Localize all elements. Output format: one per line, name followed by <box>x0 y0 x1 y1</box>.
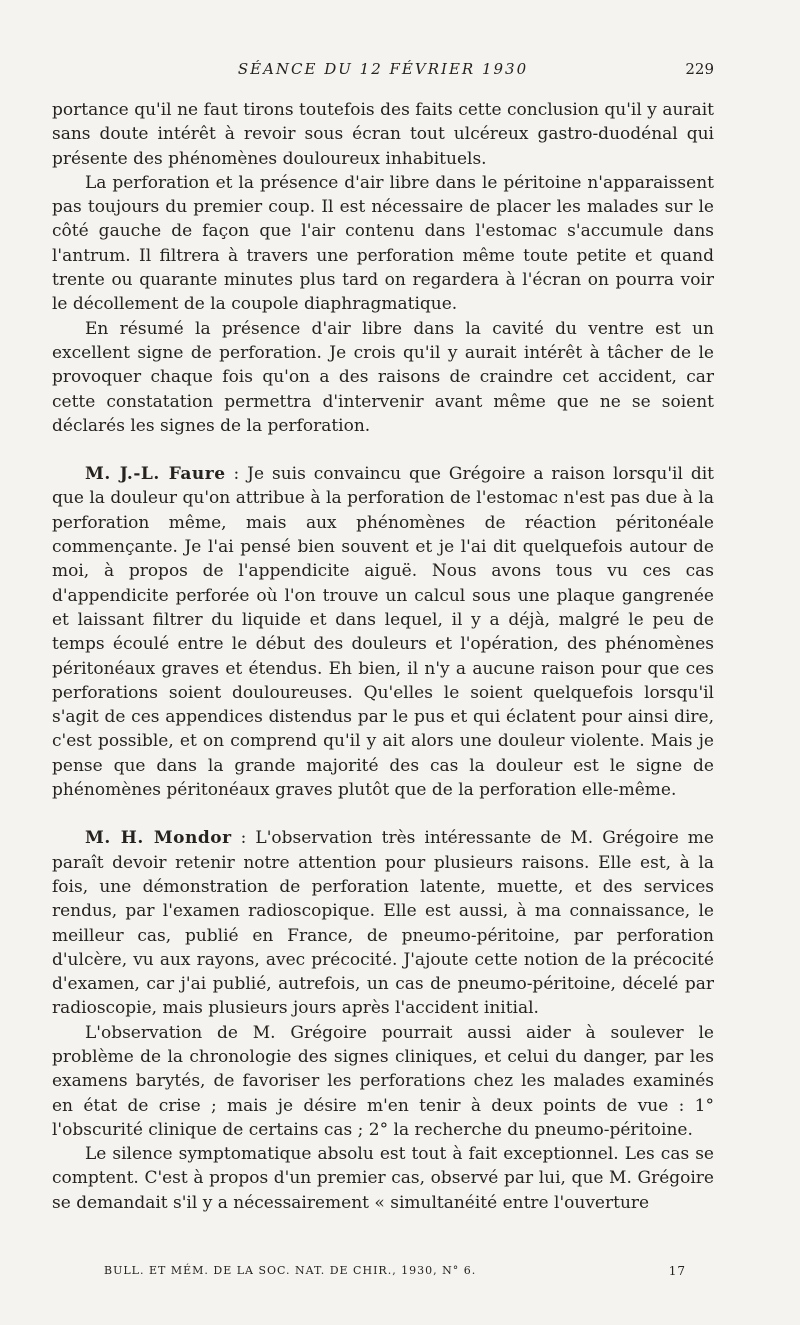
journal-citation: BULL. ET MÉM. DE LA SOC. NAT. DE CHIR., 1930, N° 6. <box>104 1264 477 1277</box>
paragraph-continuation: portance qu'il ne faut tirons toutefois des faits cette conclusion qu'il y aurait sans doute intérêt à revoir sous écran tout ulcéreux gastro-duodénal qui présente des phénomènes douloureux inhabituels. <box>52 100 714 169</box>
page-header <box>52 60 714 84</box>
body-text <box>52 98 714 1215</box>
paragraph: Le silence symptomatique absolu est tout à fait exceptionnel. Les cas se comptent. C'est à propos d'un premier cas, observé par lui, que M. Grégoire se demandait s'il y a nécessairement « simultanéité entre l'ouverture <box>52 1144 714 1213</box>
sheet-number: 17 <box>668 1264 686 1278</box>
running-title: SÉANCE DU 12 FÉVRIER 1930 <box>237 60 529 78</box>
page-footer <box>52 1264 714 1282</box>
paragraph: La perforation et la présence d'air libre dans le péritoine n'apparaissent pas toujours du premier coup. Il est nécessaire de placer les malades sur le côté gauche de façon que l'air contenu dans l'estomac s'accumule dans l'antrum. Il filtrera à travers une perforation même toute petite et quand trente ou quarante minutes plus tard on regardera à l'écran on pourra voir le décollement de la coupole diaphragmatique. <box>52 172 714 315</box>
paragraph-faure: M. J.-L. Faure : Je suis convaincu que Grégoire a raison lorsqu'il dit que la douleur qu'on attribue à la perforation de l'estomac n'est pas due à la perforation même, mais aux phénomènes de réaction péritonéale commençante. Je l'ai pensé bien souvent et je l'ai dit quelquefois autour de moi, à propos de l'appendicite aiguë. Nous avons tous vu ces cas d'appendicite perforée où l'on trouve un calcul sous une plaque gangrenée et laissant filtrer du liquide et dans lequel, il y a déjà, malgré le peu de temps écoulé entre le début des douleurs et l'opération, des phénomènes péritonéaux graves et étendus. Eh bien, il n'y a aucune raison pour que ces perforations soient douloureuses. Qu'elles le soient quelquefois lorsqu'il s'agit de ces appendices distendus par le pus et qui éclatent pour ainsi dire, c'est possible, et on comprend qu'il y ait alors une douleur violente. Mais je pense que dans la grande majorité des cas la douleur est le signe de phénomènes péritonéaux graves plutôt que de la perforation elle-même. <box>52 464 714 801</box>
speaker-name: M. J.-L. Faure <box>85 464 226 485</box>
paragraph: L'observation de M. Grégoire pourrait aussi aider à soulever le problème de la chronologie des signes cliniques, et celui du danger, par les examens barytés, de favoriser les perforations chez les malades examinés en état de crise ; mais je désire m'en tenir à deux points de vue : 1° l'obscurité clinique de certains cas ; 2° la recherche du pneumo-péritoine. <box>52 1022 714 1140</box>
speaker-name: M. H. Mondor <box>85 828 232 849</box>
page-number: 229 <box>685 60 714 78</box>
paragraph-mondor: M. H. Mondor : L'observation très intéressante de M. Grégoire me paraît devoir retenir notre attention pour plusieurs raisons. Elle est, à la fois, une démonstration de perforation latente, muette, et des services rendus, par l'examen radioscopique. Elle est aussi, à ma connaissance, le meilleur cas, publié en France, de pneumo-péritoine, par perforation d'ulcère, vu aux rayons, avec précocité. J'ajoute cette notion de la précocité d'examen, car j'ai publié, autrefois, un cas de pneumo-péritoine, décelé par radioscopie, mais plusieurs jours après l'accident initial. <box>52 828 714 1019</box>
paragraph: En résumé la présence d'air libre dans la cavité du ventre est un excellent signe de perforation. Je crois qu'il y aurait intérêt à tâcher de le provoquer chaque fois qu'on a des raisons de craindre cet accident, car cette constatation permettra d'intervenir avant même que ne se soient déclarés les signes de la perforation. <box>52 318 714 436</box>
